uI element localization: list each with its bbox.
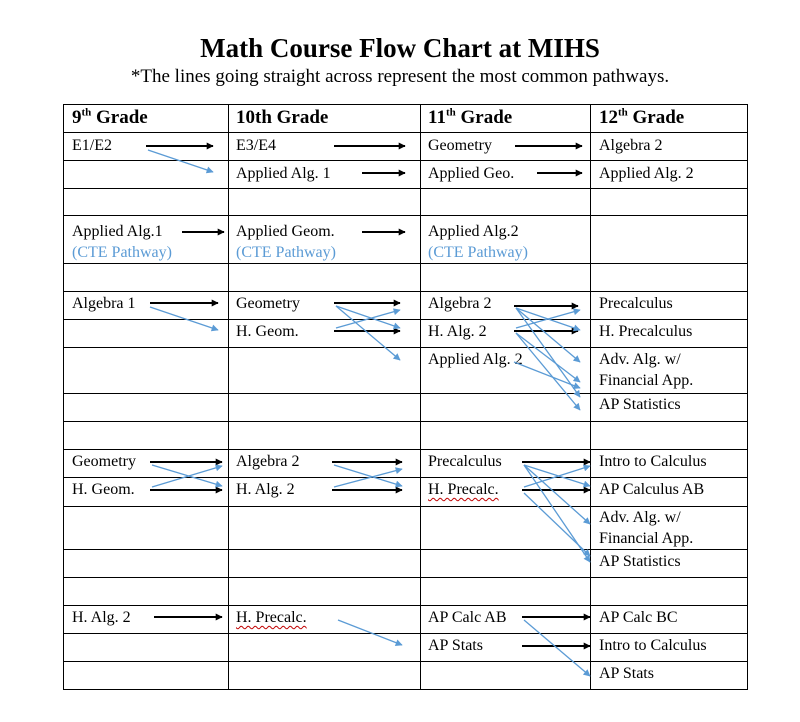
course-geometry: Geometry — [428, 137, 492, 154]
course-applied-alg-1-cte: Applied Alg.1 — [72, 223, 163, 240]
course-h-geom: H. Geom. — [72, 481, 135, 498]
course-precalculus: Precalculus — [428, 453, 502, 470]
arrow-alternate — [152, 466, 222, 487]
arrow-alternate — [524, 620, 590, 676]
arrow-alternate — [334, 465, 402, 486]
course-algebra-2: Algebra 2 — [599, 137, 663, 154]
course-algebra-2: Algebra 2 — [236, 453, 300, 470]
course-adv-alg-financial-line2: Financial App. — [599, 530, 694, 547]
course-applied-alg-2: Applied Alg. 2 — [599, 165, 694, 182]
page-subtitle: *The lines going straight across represent the most common pathways. — [130, 66, 670, 87]
course-adv-alg-financial: Adv. Alg. w/ — [599, 351, 681, 368]
course-algebra-2: Algebra 2 — [428, 295, 492, 312]
arrow-alternate — [524, 465, 590, 486]
course-h-alg-2: H. Alg. 2 — [72, 609, 131, 626]
cte-pathway-label: (CTE Pathway) — [236, 244, 336, 261]
arrow-alternate — [516, 310, 580, 328]
course-ap-calculus-ab: AP Calculus AB — [599, 481, 705, 498]
arrow-alternate — [150, 307, 218, 330]
course-ap-statistics: AP Statistics — [599, 553, 681, 570]
course-geometry: Geometry — [236, 295, 300, 312]
course-intro-to-calculus: Intro to Calculus — [599, 637, 707, 654]
course-h-alg-2: H. Alg. 2 — [428, 323, 487, 340]
cte-pathway-label: (CTE Pathway) — [72, 244, 172, 261]
course-applied-alg-1: Applied Alg. 1 — [236, 165, 331, 182]
course-e1-e2: E1/E2 — [72, 137, 112, 154]
course-ap-stats: AP Stats — [428, 637, 483, 654]
course-ap-calc-ab: AP Calc AB — [428, 609, 507, 626]
course-h-precalc: H. Precalc. — [236, 609, 307, 626]
cte-pathway-label: (CTE Pathway) — [428, 244, 528, 261]
course-geometry: Geometry — [72, 453, 136, 470]
arrow-alternate — [516, 333, 580, 410]
page-title: Math Course Flow Chart at MIHS — [200, 33, 600, 63]
header-9th-grade: 9th Grade — [72, 106, 148, 128]
header-12th-grade: 12th Grade — [599, 106, 685, 128]
course-algebra-1: Algebra 1 — [72, 295, 136, 312]
course-applied-geom-cte: Applied Geom. — [236, 223, 335, 240]
arrow-alternate — [336, 306, 400, 360]
course-precalculus: Precalculus — [599, 295, 673, 312]
course-adv-alg-financial-line2: Financial App. — [599, 372, 694, 389]
arrow-alternate — [338, 620, 402, 645]
arrow-alternate — [524, 466, 590, 487]
course-applied-alg-2-cte: Applied Alg.2 — [428, 223, 519, 240]
course-h-geom: H. Geom. — [236, 323, 299, 340]
arrow-alternate — [334, 469, 402, 487]
arrow-alternate — [152, 465, 222, 486]
course-ap-stats: AP Stats — [599, 665, 654, 682]
arrow-alternate — [524, 465, 590, 562]
course-e3-e4: E3/E4 — [236, 137, 276, 154]
course-h-precalc: H. Precalc. — [428, 481, 499, 498]
course-ap-calc-bc: AP Calc BC — [599, 609, 678, 626]
course-intro-to-calculus: Intro to Calculus — [599, 453, 707, 470]
header-10th-grade: 10th Grade — [236, 107, 329, 128]
course-h-alg-2: H. Alg. 2 — [236, 481, 295, 498]
header-11th-grade: 11th Grade — [428, 106, 513, 128]
course-adv-alg-financial: Adv. Alg. w/ — [599, 509, 681, 526]
arrow-alternate — [524, 493, 590, 556]
course-applied-alg-2: Applied Alg. 2 — [428, 351, 523, 368]
arrow-alternate — [516, 308, 580, 362]
course-h-precalculus: H. Precalculus — [599, 323, 693, 340]
arrow-alternate — [516, 333, 580, 382]
arrow-alternate — [148, 150, 213, 172]
arrow-alternate — [524, 465, 590, 524]
course-ap-statistics: AP Statistics — [599, 396, 681, 413]
course-applied-geo: Applied Geo. — [428, 165, 515, 182]
